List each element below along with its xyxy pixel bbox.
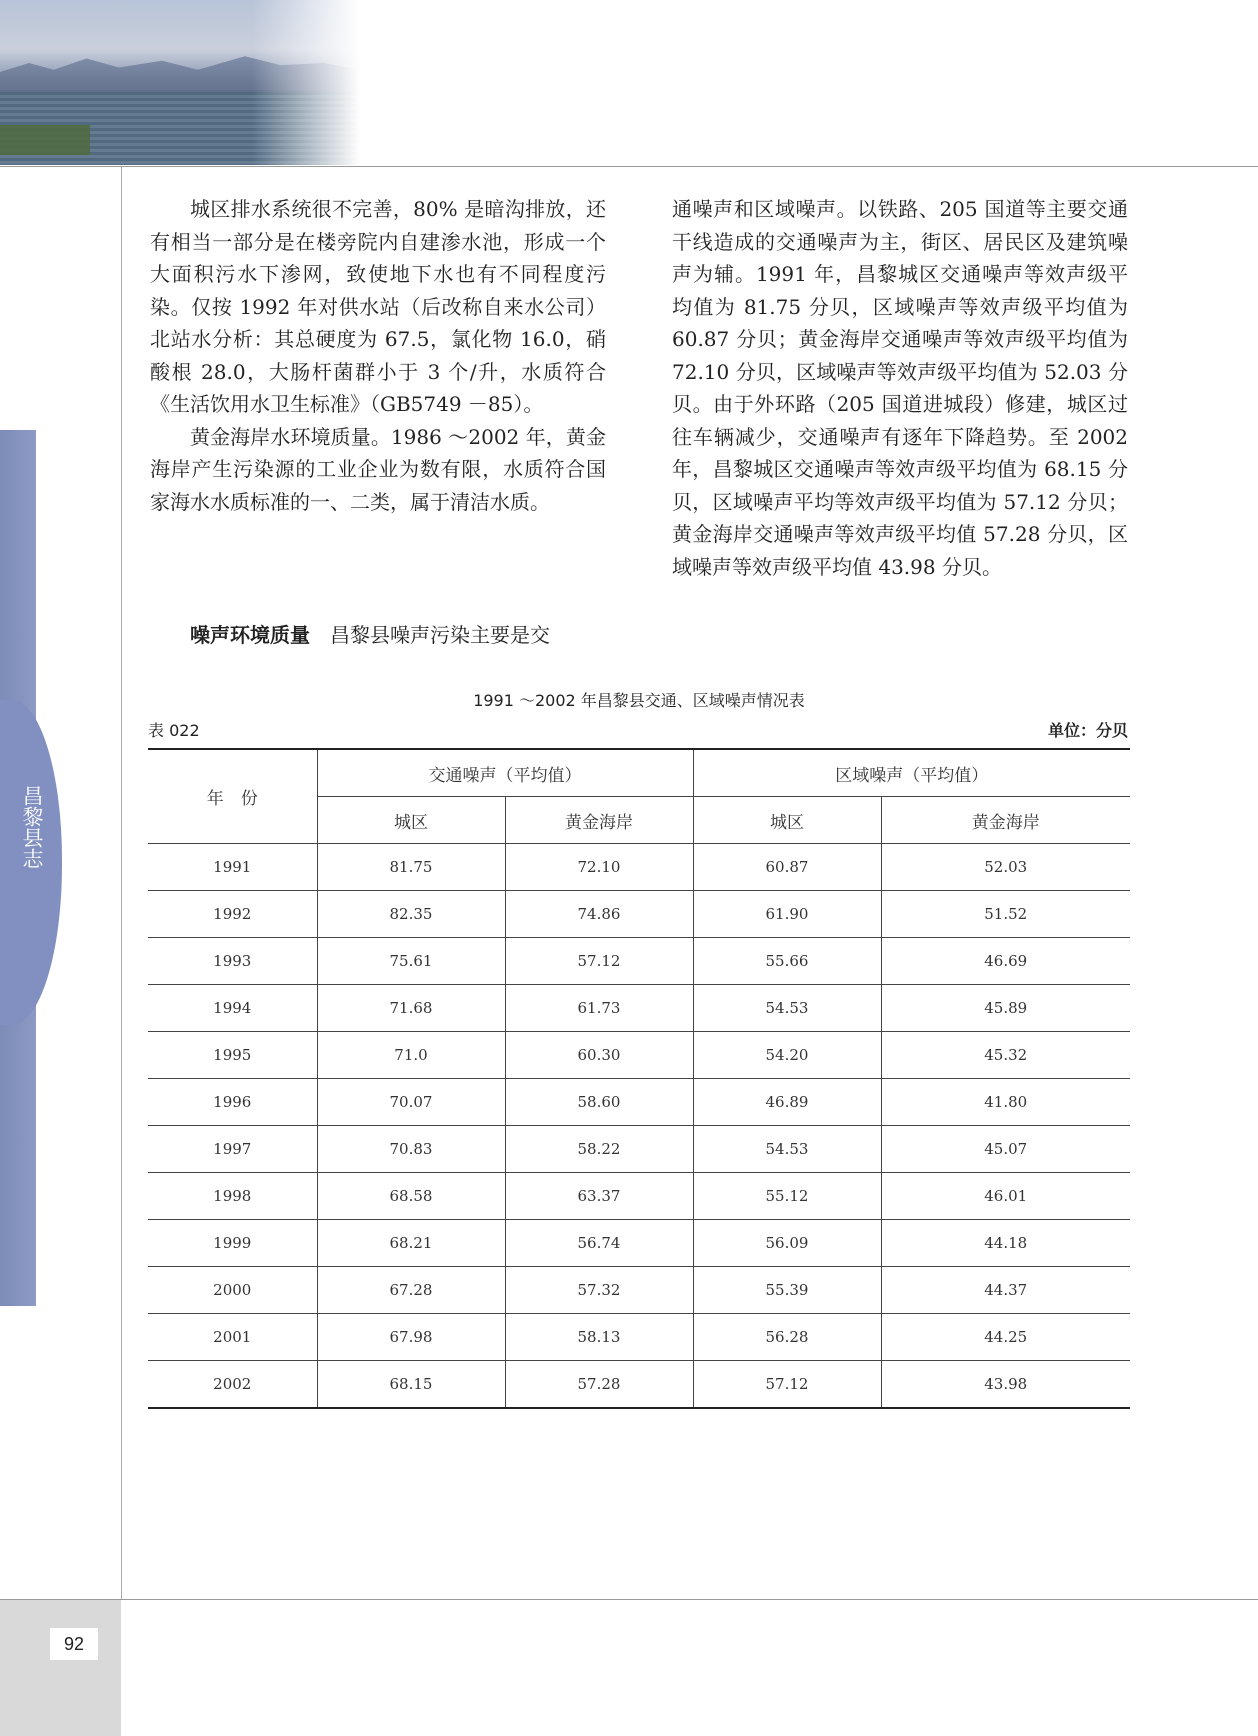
area-city-cell: 56.28	[693, 1314, 881, 1361]
traffic-city-cell: 68.58	[317, 1173, 505, 1220]
footer-box	[0, 1600, 121, 1736]
left-column	[150, 193, 606, 518]
table-row	[148, 1220, 1130, 1267]
area-coast-cell: 44.18	[881, 1220, 1130, 1267]
table-row	[148, 1126, 1130, 1173]
table-row	[148, 1267, 1130, 1314]
year-cell: 2000	[148, 1267, 317, 1314]
year-cell: 1992	[148, 891, 317, 938]
traffic-coast-cell: 57.12	[505, 938, 693, 985]
traffic-city-cell: 67.28	[317, 1267, 505, 1314]
area-coast-cell: 44.25	[881, 1314, 1130, 1361]
traffic-coast-cell: 58.60	[505, 1079, 693, 1126]
year-cell: 1998	[148, 1173, 317, 1220]
traffic-coast-cell: 74.86	[505, 891, 693, 938]
traffic-city-cell: 68.21	[317, 1220, 505, 1267]
traffic-coast-cell: 56.74	[505, 1220, 693, 1267]
traffic-city-cell: 71.68	[317, 985, 505, 1032]
table-unit: 单位：分贝	[1047, 721, 1128, 740]
area-coast-cell: 41.80	[881, 1079, 1130, 1126]
page-number: 92	[50, 1628, 98, 1660]
area-city-cell: 55.12	[693, 1173, 881, 1220]
traffic-coast-cell: 61.73	[505, 985, 693, 1032]
header-rule	[0, 166, 1258, 167]
margin-rule	[121, 166, 122, 1600]
area-coast-cell: 45.89	[881, 985, 1130, 1032]
table-row	[148, 1361, 1130, 1409]
traffic-coast-cell: 57.28	[505, 1361, 693, 1409]
side-tab-title: 昌黎县志	[20, 785, 44, 869]
traffic-city-cell: 68.15	[317, 1361, 505, 1409]
year-cell: 2001	[148, 1314, 317, 1361]
table-body	[148, 844, 1130, 1409]
table-row	[148, 844, 1130, 891]
area-coast-cell: 44.37	[881, 1267, 1130, 1314]
area-coast-cell: 45.07	[881, 1126, 1130, 1173]
area-city-cell: 57.12	[693, 1361, 881, 1409]
right-column	[672, 193, 1128, 583]
noise-section-paragraph	[150, 619, 606, 652]
area-coast-cell: 52.03	[881, 844, 1130, 891]
table-row	[148, 1314, 1130, 1361]
paragraph: 昌黎县噪声污染主要是交	[330, 623, 550, 647]
area-coast-cell: 43.98	[881, 1361, 1130, 1409]
year-cell: 1991	[148, 844, 317, 891]
table-title: 1991 ～2002 年昌黎县交通、区域噪声情况表	[473, 691, 805, 710]
table-row	[148, 985, 1130, 1032]
year-cell: 1994	[148, 985, 317, 1032]
paragraph: 城区排水系统很不完善，80% 是暗沟排放，还有相当一部分是在楼旁院内自建渗水池，形成一个大面积污水下渗网，致使地下水也有不同程度污染。仅按 1992 年对供水站（后改称自来水公司）北站水分析：其总硬度为 67.5，氯化物 16.0，硝酸根 28.0，大肠杆菌群小于 3 个/升，水质符合《生活饮用水卫生标准》（GB5749 －85）。	[150, 197, 606, 416]
header-traffic-noise: 交通噪声（平均值）	[317, 749, 693, 797]
header-area-noise: 区域噪声（平均值）	[693, 749, 1130, 797]
header-year: 年 份	[148, 749, 317, 844]
year-cell: 1999	[148, 1220, 317, 1267]
year-cell: 1995	[148, 1032, 317, 1079]
paragraph: 黄金海岸水环境质量。1986 ～2002 年，黄金海岸产生污染源的工业企业为数有限，水质符合国家海水水质标准的一、二类，属于清洁水质。	[150, 424, 606, 514]
year-cell: 1997	[148, 1126, 317, 1173]
photo-fade	[0, 0, 360, 165]
area-city-cell: 54.53	[693, 1126, 881, 1173]
traffic-coast-cell: 60.30	[505, 1032, 693, 1079]
traffic-coast-cell: 58.22	[505, 1126, 693, 1173]
table-row	[148, 891, 1130, 938]
traffic-city-cell: 75.61	[317, 938, 505, 985]
traffic-coast-cell: 63.37	[505, 1173, 693, 1220]
header-traffic-coast: 黄金海岸	[505, 797, 693, 844]
table-row	[148, 938, 1130, 985]
footer-rule	[0, 1599, 1258, 1600]
traffic-city-cell: 67.98	[317, 1314, 505, 1361]
traffic-coast-cell: 72.10	[505, 844, 693, 891]
area-coast-cell: 45.32	[881, 1032, 1130, 1079]
traffic-city-cell: 81.75	[317, 844, 505, 891]
area-city-cell: 56.09	[693, 1220, 881, 1267]
traffic-city-cell: 82.35	[317, 891, 505, 938]
table-number: 表 022	[148, 721, 200, 740]
area-city-cell: 46.89	[693, 1079, 881, 1126]
paragraph: 通噪声和区域噪声。以铁路、205 国道等主要交通干线造成的交通噪声为主，街区、居民区及建筑噪声为辅。1991 年，昌黎城区交通噪声等效声级平均值为 81.75 分贝，区域噪声等效声级平均值为 60.87 分贝；黄金海岸交通噪声等效声级平均值为 72.10 分贝，区域噪声等效声级平均值为 52.03 分贝。由于外环路（205 国道进城段）修建，城区过往车辆减少，交通噪声有逐年下降趋势。至 2002 年，昌黎城区交通噪声等效声级平均值为 68.15 分贝，区域噪声平均等效声级平均值为 57.12 分贝；黄金海岸交通噪声等效声级平均值 57.28 分贝，区域噪声等效声级平均值 43.98 分贝。	[672, 197, 1128, 579]
section-heading: 噪声环境质量	[190, 623, 310, 647]
area-coast-cell: 46.01	[881, 1173, 1130, 1220]
traffic-city-cell: 70.83	[317, 1126, 505, 1173]
traffic-coast-cell: 57.32	[505, 1267, 693, 1314]
year-cell: 1996	[148, 1079, 317, 1126]
header-area-coast: 黄金海岸	[881, 797, 1130, 844]
area-city-cell: 54.53	[693, 985, 881, 1032]
traffic-city-cell: 70.07	[317, 1079, 505, 1126]
noise-table	[148, 748, 1130, 1409]
header-photo	[0, 0, 360, 165]
header-area-city: 城区	[693, 797, 881, 844]
area-city-cell: 55.66	[693, 938, 881, 985]
area-coast-cell: 51.52	[881, 891, 1130, 938]
area-coast-cell: 46.69	[881, 938, 1130, 985]
area-city-cell: 61.90	[693, 891, 881, 938]
area-city-cell: 60.87	[693, 844, 881, 891]
table-row	[148, 1173, 1130, 1220]
traffic-coast-cell: 58.13	[505, 1314, 693, 1361]
traffic-city-cell: 71.0	[317, 1032, 505, 1079]
table-row	[148, 1079, 1130, 1126]
header-traffic-city: 城区	[317, 797, 505, 844]
table-row	[148, 1032, 1130, 1079]
year-cell: 1993	[148, 938, 317, 985]
area-city-cell: 55.39	[693, 1267, 881, 1314]
year-cell: 2002	[148, 1361, 317, 1409]
area-city-cell: 54.20	[693, 1032, 881, 1079]
